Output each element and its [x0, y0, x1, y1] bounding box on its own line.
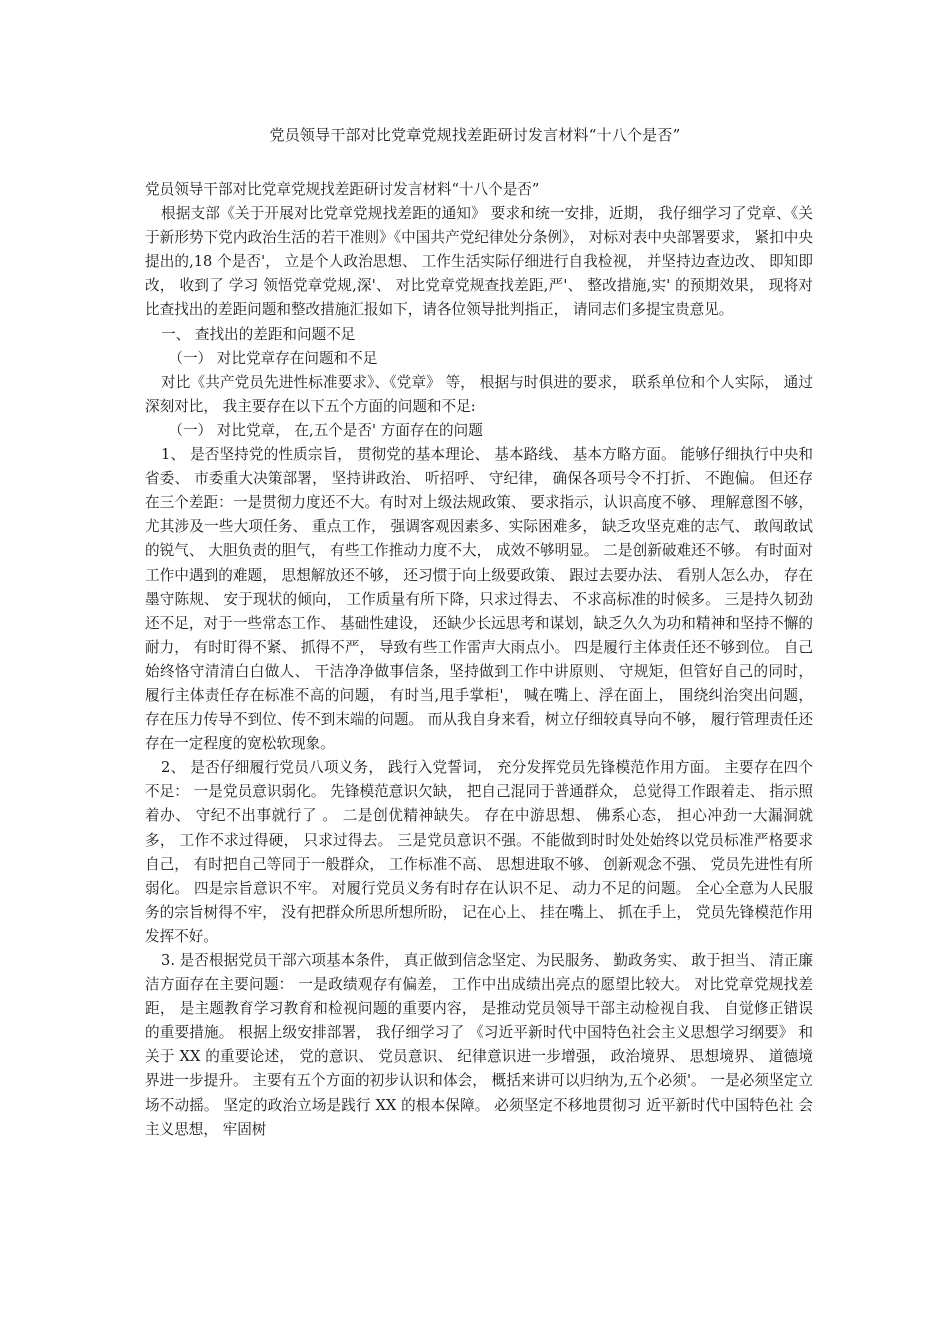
body-paragraph-item-3: 3. 是否根据党员干部六项基本条件， 真正做到信念坚定、为民服务、 勤政务实、 敢于担当、 清正廉洁方面存在主要问题： 一是政绩观存有偏差， 工作中出成绩出亮点的愿望比较大。 对比党章党规找差距， 是主题教育学习教育和检视问题的重要内容， 是推动党员领导干部主动检视自我、 自觉修正错误的重要措施。 根据上级安排部署， 我仔细学习了 《习近平新时代中国特色社会主义思想学习纲要》 和关于 XX 的重要论述， 党的意识、 党员意识、 纪律意识进一步增强， 政治境界、 思想境界、 道德境界进一步提升。 主要有五个方面的初步认识和体会， 概括来讲可以归纳为,五个必须'。 一是必须坚定立场不动摇。 坚定的政治立场是践行 XX 的根本保障。 必须坚定不移地贯彻习 近平新时代中国特色社 会主义思想， 牢固树 [145, 952, 813, 1138]
body-paragraph-intro: 根据支部《关于开展对比党章党规找差距的通知》 要求和统一安排，近期， 我仔细学习了党章、《关于新形势下党内政治生活的若干准则》《中国共产党纪律处分条例》， 对标对表中央部署要求， 紧扣中央提出的,18 个是否'， 立是个人政治思想、 工作生活实际仔细进行自我检视， 并坚持边查边改、 即知即改， 收到了 学习 领悟党章党规,深'、 对比党章党规查找差距,严'、 整改措施,实' 的预期效果， 现将对比查找出的差距问题和整改措施汇报如下，请各位领导批判指正， 请同志们多提宝贵意见。 [145, 205, 813, 319]
section-heading-1: 一、 查找出的差距和问题不足 [161, 325, 356, 343]
subsection-heading-1: （一） 对比党章存在问题和不足 [168, 349, 378, 367]
body-paragraph-comparison: 对比《共产党员先进性标准要求》、《党章》 等， 根据与时俱进的要求， 联系单位和个人实际， 通过深刻对比， 我主要存在以下五个方面的问题和不足: [145, 373, 813, 415]
body-heading: 党员领导干部对比党章党规找差距研讨发言材料“十八个是否” [145, 181, 540, 198]
body-paragraph-item-2: 2、 是否仔细履行党员八项义务， 践行入党誓词， 充分发挥党员先锋模范作用方面。 主要存在四个不足： 一是党员意识弱化。 先锋模范意识欠缺， 把自己混同于普通群众， 总觉得工作跟着走、 指示照着办、 守纪不出事就行了 。 二是创优精神缺失。 存在中游思想、 佛系心态， 担心冲劲一大漏洞就多， 工作不求过得硬， 只求过得去。 三是党员意识不强。不能做到时时处处始终以党员标准严格要求自己， 有时把自己等同于一般群众， 工作标准不高、 思想进取不够、 创新观念不强、 党员先进性有所弱化。 四是宗旨意识不牢。 对履行党员义务有时存在认识不足、 动力不足的问题。 全心全意为人民服务的宗旨树得不牢， 没有把群众所思所想所盼， 记在心上、 挂在嘴上、 抓在手上， 党员先锋模范作用发挥不好。 [145, 759, 813, 945]
document-body [145, 178, 813, 1142]
page-title: 党员领导干部对比党章党规找差距研讨发言材料“十八个是否” [269, 126, 681, 144]
subsection-heading-2: （一） 对比党章， 在,五个是否' 方面存在的问题 [168, 421, 483, 439]
body-paragraph-item-1: 1、 是否坚持党的性质宗旨， 贯彻党的基本理论、 基本路线、 基本方略方面。 能够仔细执行中央和省委、 市委重大决策部署， 坚持讲政治、 听招呼、 守纪律， 确保各项号令不打折、 不跑偏。 但还存在三个差距：一是贯彻力度还不大。有时对上级法规政策、 要求指示，认识高度不够、 理解意图不够， 尤其涉及一些大项任务、 重点工作， 强调客观因素多、实际困难多， 缺乏攻坚克难的志气、 敢闯敢试的锐气、 大胆负责的胆气， 有些工作推动力度不大， 成效不够明显。 二是创新破难还不够。 有时面对工作中遇到的难题， 思想解放还不够， 还习惯于向上级要政策、 跟过去要办法、 看别人怎么办， 存在墨守陈规、 安于现状的倾向， 工作质量有所下降，只求过得去、 不求高标准的时候多。 三是持久韧劲还不足，对于一些常态工作、 基础性建设， 还缺少长远思考和谋划，缺乏久久为功和精神和坚持不懈的耐力， 有时盯得不紧、 抓得不严， 导致有些工作雷声大雨点小。 四是履行主体责任还不够到位。 自己始终恪守清清白白做人、 干洁净净做事信条，坚持做到工作中讲原则、 守规矩，但管好自己的同时， 履行主体责任存在标准不高的问题， 有时当,甩手掌柜'， 喊在嘴上、浮在面上， 围绕纠治突出问题， 存在压力传导不到位、传不到末端的问题。 而从我自身来看，树立仔细较真导向不够， 履行管理责任还存在一定程度的宽松软现象。 [145, 446, 813, 753]
